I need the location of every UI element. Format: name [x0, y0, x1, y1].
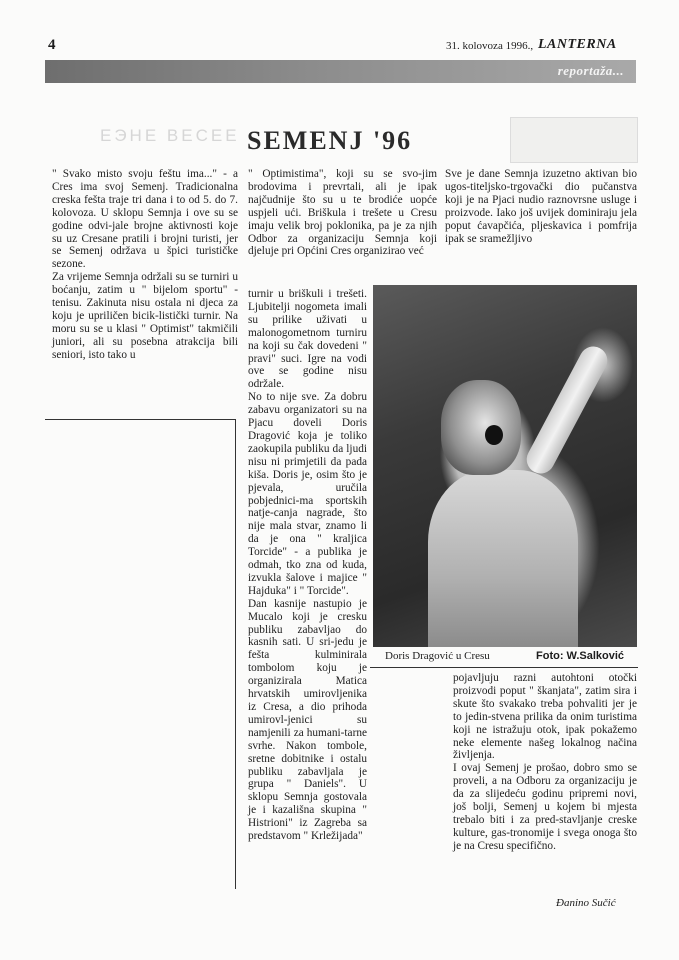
article-column-2-continued: turnir u briškuli i trešeti. Ljubitelji nogometa imali su prilike uživati u malonogometnom turniru na koji su čak dovedeni " pravi" suci. Igre na vodi ove se godine nisu održale. No to nije sve. Za dobru zabavu organizatori su na Pjacu doveli Doris Dragović koja je toliko zaokupila publiku da ljudi nisu ni primjetili da pada kiša. Doris je, osim što je pjevala, uručila pobjednici-ma sportskih natje-canja nagrade, što nije mala stvar, znamo li da je ona " kraljica Torcide" - a publika je odmah, tko zna od kuda, izvukla šalove i majice " Hajduka" i " Torcide". Dan kasnije nastupio je Mucalo koji je cresku publiku zabavljao do kasnih sati. U sri-jedu je fešta kulminirala tombolom koju je organizirala Matica hrvatskih umirovljenika iz Cresa, a dio prihoda umirovl-jenici su namjenili za humani-tarne svrhe. Nakon tombole, sretne dobitnike i ostalu publiku zabavljala je grupa " Daniels". U sklopu Semnja gostovala je i kazališna skupina " Histrioni" iz Zagreba sa predstavom " Krležijada" [248, 288, 367, 843]
article-column-3: Sve je dane Semnja izuzetno aktivan bio ugos-titeljsko-trgovački dio pučanstva koji je na Pjaci nudio raznovrsne usluge i proizvode. Iako još uvijek dominiraju jela poput ćavapčića, pljeskavica i pomfrija ipak se sramežljivo [445, 168, 637, 245]
article-title: SEMENJ '96 [247, 126, 413, 155]
caption-bottom-rule [370, 667, 638, 668]
photo-singer-head [441, 380, 521, 475]
concert-photo [373, 285, 637, 647]
photo-caption: Doris Dragović u Cresu [385, 650, 490, 662]
bleed-through-text: ЕЭНЕ ВЕСЕЕ [100, 126, 240, 145]
section-label: reportaža... [557, 63, 624, 78]
page-number: 4 [48, 37, 56, 53]
bleed-through-box [510, 117, 638, 163]
photo-microphone [485, 425, 503, 445]
article-column-2: " Optimistima", koji su se svo-jim brodovima i prevrtali, ali je ipak najčudnije što su u te brodiće uopće uspjeli ući. Briškula i trešete u Cresu imaju velik broj poklonika, pa je za njih Odbor za organizaciju Semnja koji djeluje pri Općini Cres organizirao već [248, 168, 437, 258]
column-1-bottom-rule [45, 419, 235, 420]
article-column-3-continued: pojavljuju razni autohtoni otočki proizvodi poput " škanjata", zatim sira i skute što svakako treba pohvaliti jer je to jedin-stvena prilika da onim turistima koji ne istražuju otok, ipak pokažemo neke elemente našeg lokalnog načina življenja. I ovaj Semenj je prošao, dobro smo se proveli, a na Odboru za organizaciju je da za slijedeću godinu pripremi novi, još bolji, Semenj u kojem bi mjesta trebalo biti i za pred-stavljanje creske kulture, gas-tronomije i svega onoga što je na Cresu specifično. [453, 672, 637, 852]
photo-credit: Foto: W.Salković [536, 650, 625, 662]
author-signature: Đanino Sučić [556, 897, 616, 909]
photo-singer-arm [522, 342, 612, 479]
column-2-left-rule [235, 419, 236, 889]
publication-name: LANTERNA [538, 37, 617, 52]
photo-singer-body [428, 470, 578, 647]
article-column-1: " Svako misto svoju feštu ima..." - a Cres ima svoj Semenj. Tradicionalna creska fešta traje tri dana i to od 5. do 7. kolovoza. U sklopu Semnja i ove su se godine odvi-jale brojne aktivnosti koje su uz Cresane pratili i brojni turisti, jer se Semenj održava u špici turističke sezone. Za vrijeme Semnja održali su se turniri u boćanju, zatim u " bijelom sportu" - tenisu. Zakinuta nisu ostala ni djeca za koju je upriličen bicik-listički turnir. Na moru su se u klasi " Optimist" takmičili juniori, ali su posebna atrakcija bili seniori, isto tako u [52, 168, 238, 361]
issue-date: 31. kolovoza 1996., [446, 40, 534, 52]
section-bar [45, 60, 636, 83]
